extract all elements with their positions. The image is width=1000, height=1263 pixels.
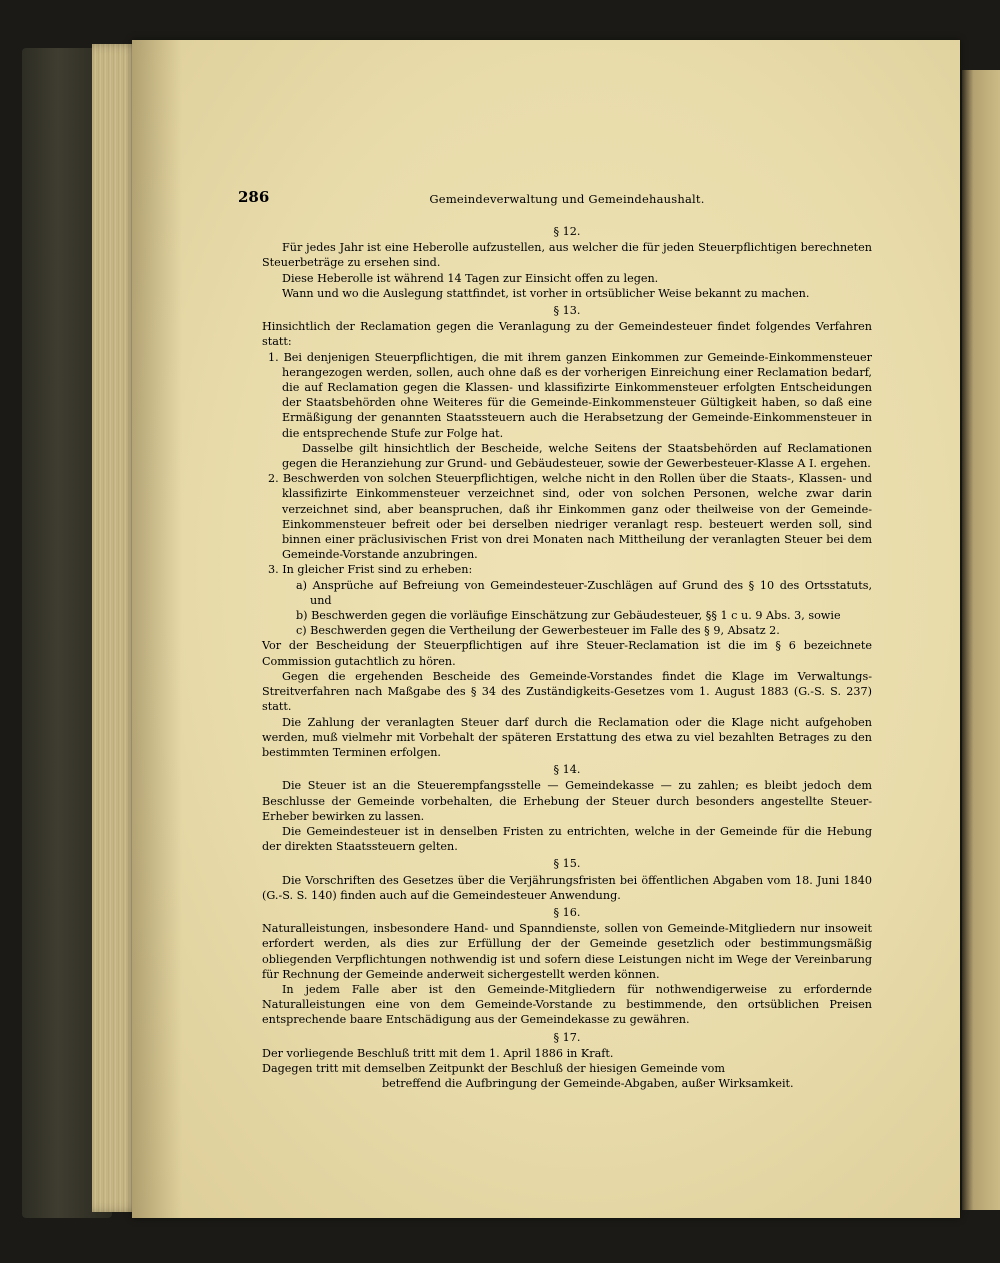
closing-line: Dagegen tritt mit demselben Zeitpunkt der Beschluß der hiesigen Gemeinde vom (262, 1061, 725, 1075)
sub-list-item: c) Beschwerden gegen die Vertheilung der Gewerbesteuer im Falle des § 9, Absatz 2. (296, 624, 780, 638)
sub-list-item: b) Beschwerden gegen die vorläufige Einschätzung zur Gebäudesteuer, §§ 1 c u. 9 Abs. 3, sowie (296, 609, 841, 623)
paragraph: Wann und wo die Auslegung stattfindet, ist vorher in ortsüblicher Weise bekannt zu machen. (282, 286, 810, 300)
paragraph: Gegen die ergehenden Bescheide des Gemeinde-Vorstandes findet die Klage im Verwaltungs-Streitverfahren nach Maßgabe des § 34 des Zuständigkeits-Gesetzes vom 1. August 1883 (G.-S. S. 237) statt. (262, 669, 872, 714)
paragraph: Hinsichtlich der Reclamation gegen die Veranlagung zu der Gemeindesteuer findet folgendes Verfahren statt: (262, 320, 872, 349)
paragraph: In jedem Falle aber ist den Gemeinde-Mitgliedern für nothwendigerweise zu erfordernde Naturalleistungen eine von dem Gemeinde-Vorstande zu bestimmende, den ortsüblichen Preisen entsprechende baare Entschädigung aus der Gemeindekasse zu gewähren. (262, 982, 872, 1027)
closing-line: betreffend die Aufbringung der Gemeinde-Abgaben, außer Wirksamkeit. (382, 1077, 794, 1091)
section-heading-16: § 16. (553, 905, 581, 919)
paragraph: Vor der Bescheidung der Steuerpflichtigen auf ihre Steuer-Reclamation ist die im § 6 bezeichnete Commission gutachtlich zu hören. (262, 639, 872, 668)
list-item: 3. In gleicher Frist sind zu erheben: (268, 563, 473, 577)
list-item: 1. Bei denjenigen Steuerpflichtigen, die mit ihrem ganzen Einkommen zur Gemeinde-Einkommensteuer herangezogen werden, sollen, auch ohne daß es der vorherigen Einreichung einer Reclamation bedarf, die auf Reclamation gegen die Klassen- und klassifizirte Einkommensteuer erfolgten Entscheidungen der Staatsbehörden ohne Weiteres für die Gemeinde-Einkommensteuer Gültigkeit haben, so daß eine Ermäßigung der genannten Staatssteuern auch die Herabsetzung der Gemeinde-Einkommensteuer in die entsprechende Stufe zur Folge hat. (268, 350, 872, 440)
section-heading-14: § 14. (553, 763, 581, 777)
list-item: 2. Beschwerden von solchen Steuerpflichtigen, welche nicht in den Rollen über die Staats-, Klassen- und klassifizirte Einkommensteuer verzeichnet sind, oder von solchen Personen, welche zwar darin verzeichnet sind, aber beanspruchen, daß ihr Einkommen ganz oder theilweise von der Gemeinde-Einkommensteuer befreit oder bei derselben niedriger veranlagt resp. besteuert werden soll, sind binnen einer präclusivischen Frist von drei Monaten nach Mittheilung der veranlagten Steuer bei dem Gemeinde-Vorstande anzubringen. (268, 472, 872, 562)
paragraph: Die Zahlung der veranlagten Steuer darf durch die Reclamation oder die Klage nicht aufgehoben werden, muß vielmehr mit Vorbehalt der späteren Erstattung des etwa zu viel bezahlten Betrages zu den bestimmten Terminen erfolgen. (262, 715, 872, 759)
running-head (238, 188, 872, 214)
section-heading-17: § 17. (553, 1030, 581, 1044)
running-title: Gemeindeverwaltung und Gemeindehaushalt. (429, 192, 705, 206)
paragraph: Diese Heberolle ist während 14 Tagen zur Einsicht offen zu legen. (282, 271, 659, 285)
closing-line: Der vorliegende Beschluß tritt mit dem 1. April 1886 in Kraft. (262, 1046, 614, 1060)
paragraph: Naturalleistungen, insbesondere Hand- und Spanndienste, sollen von Gemeinde-Mitgliedern nur insoweit erfordert werden, als dies zur Erfüllung der der Gemeinde gesetzlich oder bestimmungsmäßig obliegenden Verpflichtungen nothwendig ist und sofern diese Leistungen nicht im Wege der Vereinbarung für Rechnung der Gemeinde anderweit sichergestellt werden können. (262, 922, 872, 981)
list-item-continuation: Dasselbe gilt hinsichtlich der Bescheide, welche Seitens der Staatsbehörden auf Reclamationen gegen die Heranziehung zur Grund- und Gebäudesteuer, sowie der Gewerbesteuer-Klasse A I. ergehen. (282, 441, 872, 471)
gutter-shadow (132, 40, 182, 1218)
paragraph: Die Steuer ist an die Steuerempfangsstelle — Gemeindekasse — zu zahlen; es bleibt jedoch dem Beschlusse der Gemeinde vorbehalten, die Erhebung der Steuer durch besonders angestellte Steuer-Erheber bewirken zu lassen. (262, 779, 872, 823)
section-heading-15: § 15. (553, 857, 581, 871)
page-number: 286 (238, 188, 270, 206)
adjacent-page-edge (962, 70, 1000, 1210)
page-text (238, 188, 872, 1091)
section-heading-13: § 13. (553, 304, 581, 318)
section-heading-12: § 12. (553, 225, 581, 238)
paragraph: Die Gemeindesteuer ist in denselben Fristen zu entrichten, welche in der Gemeinde für die Hebung der direkten Staatssteuern gelten. (262, 824, 872, 854)
paragraph: Für jedes Jahr ist eine Heberolle aufzustellen, aus welcher die für jeden Steuerpflichtigen berechneten Steuerbeträge zu ersehen sind. (262, 241, 872, 270)
paragraph: Die Vorschriften des Gesetzes über die Verjährungsfristen bei öffentlichen Abgaben vom 18. Juni 1840 (G.-S. S. 140) finden auch auf die Gemeindesteuer Anwendung. (262, 873, 872, 902)
sub-list-item: a) Ansprüche auf Befreiung von Gemeindesteuer-Zuschlägen auf Grund des § 10 des Ortsstatuts, und (296, 578, 872, 607)
